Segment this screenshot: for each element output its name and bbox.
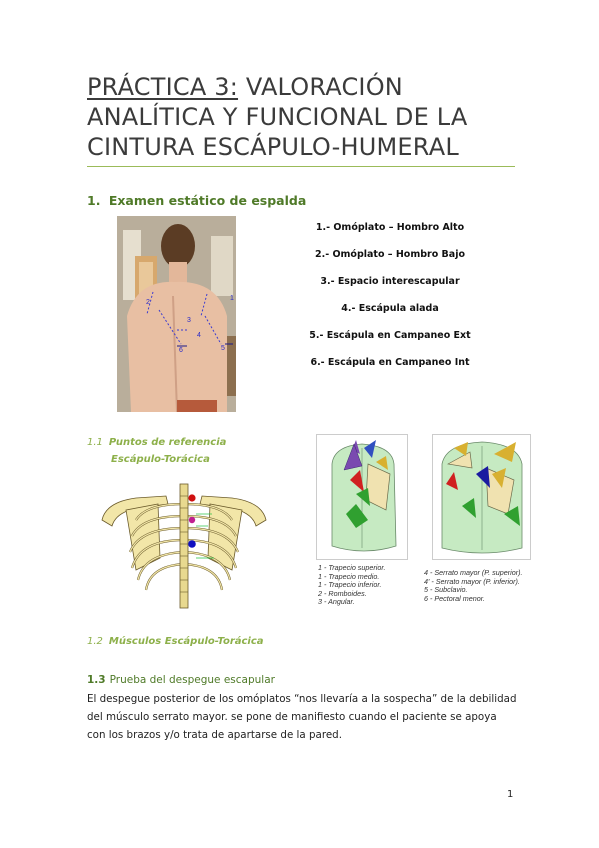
photo-annotations	[117, 216, 236, 412]
section-1-1-line2: Escápulo-Torácica	[111, 454, 210, 465]
legend-item: 1 - Trapecio medio.	[318, 571, 380, 581]
thorax-skeleton-illustration	[96, 474, 272, 612]
legend-item: 5 - Subclavio.	[424, 585, 468, 595]
section-1-1-line1: Puntos de referencia	[108, 437, 227, 448]
finding-item: 6.- Escápula en Campaneo Int	[310, 357, 470, 368]
body-paragraph: El despegue posterior de los omóplatos “nos llevaría a la sospecha” de la debilidad del músculo serrato mayor. se pone de manifiesto cuando el paciente se apoya con los brazos y/o trata de apartarse de la pared.	[87, 693, 517, 741]
finding-item: 3.- Espacio interescapular	[320, 276, 460, 287]
muscle-legend-left	[318, 564, 418, 607]
photo-label-2: 2	[146, 299, 150, 306]
photo-label-3: 3	[187, 317, 191, 324]
section-1-1-number: 1.1	[87, 437, 103, 448]
muscle-legend-right	[424, 569, 534, 603]
findings-list	[300, 222, 480, 384]
finding-item: 5.- Escápula en Campaneo Ext	[309, 330, 471, 341]
legend-item: 2 - Romboides.	[318, 588, 367, 598]
finding-item: 1.- Omóplato – Hombro Alto	[315, 222, 465, 233]
legend-item: 1 - Trapecio superior.	[318, 563, 386, 572]
section-1-number: 1.	[87, 193, 101, 208]
muscle-diagram-right	[432, 434, 531, 560]
photo-label-4: 4	[197, 332, 201, 339]
section-1-3-number: 1.3	[87, 674, 106, 686]
section-1-2-title: Músculos Escápulo-Torácica	[108, 636, 264, 647]
legend-item: 1 - Trapecio inferior.	[318, 580, 382, 590]
section-1-2-number: 1.2	[87, 636, 103, 647]
legend-item: 6 - Pectoral menor.	[424, 593, 485, 603]
title-rest: VALORACIÓN ANALÍTICA Y FUNCIONAL DE LA CINTURA ESCÁPULO-HUMERAL	[87, 73, 468, 161]
legend-item: 4' - Serrato mayor (P. inferior).	[424, 576, 520, 586]
section-1-title: Examen estático de espalda	[108, 193, 307, 208]
finding-item: 2.- Omóplato – Hombro Bajo	[314, 249, 465, 260]
page-number: 1	[507, 789, 514, 800]
section-1-3-title: Prueba del despegue escapular	[109, 674, 275, 686]
section-1-heading	[87, 193, 306, 208]
page-title	[87, 72, 527, 162]
photo-label-6: 6	[179, 347, 183, 354]
legend-item: 4 - Serrato mayor (P. superior).	[424, 568, 523, 577]
photo-label-1: 1	[230, 295, 234, 302]
section-1-2-heading	[87, 636, 264, 647]
title-divider	[87, 166, 515, 167]
title-prefix: PRÁCTICA 3:	[87, 73, 239, 101]
section-1-3-heading	[87, 674, 275, 686]
photo-label-5: 5	[221, 345, 225, 352]
legend-item: 3 - Angular.	[318, 597, 355, 607]
section-1-1-heading	[87, 434, 226, 468]
finding-item: 4.- Escápula alada	[341, 303, 439, 314]
muscle-diagram-left	[316, 434, 408, 560]
